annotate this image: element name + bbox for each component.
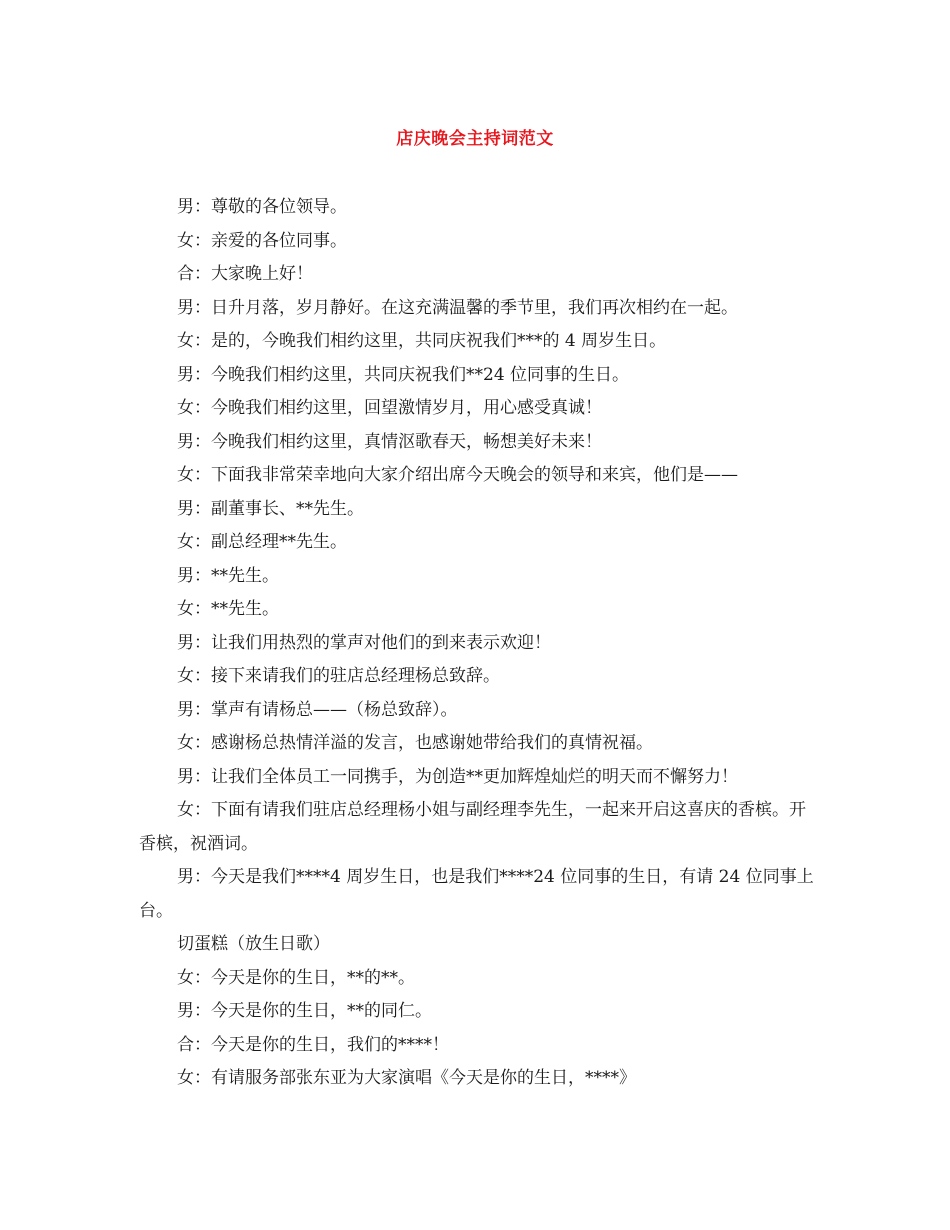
paragraph: 女：亲爱的各位同事。 <box>177 230 347 251</box>
paragraph: 女：下面有请我们驻店总经理杨小姐与副经理李先生，一起来开启这喜庆的香槟。开香槟，祝酒词。 <box>139 800 806 854</box>
paragraph: 合：大家晚上好！ <box>177 264 313 284</box>
paragraph: 男：尊敬的各位领导。 <box>177 197 347 217</box>
paragraph: 女：副总经理**先生。 <box>177 532 347 552</box>
document-body <box>139 191 815 1096</box>
paragraph: 男：副董事长、**先生。 <box>177 498 364 519</box>
paragraph: 男：让我们全体员工一同携手，为创造**更加辉煌灿烂的明天而不懈努力！ <box>177 766 738 787</box>
paragraph: 女：今天是你的生日，**的**。 <box>177 967 415 988</box>
paragraph: 女：是的，今晚我们相约这里，共同庆祝我们***的 4 周岁生日。 <box>177 331 667 351</box>
paragraph: 女：接下来请我们的驻店总经理杨总致辞。 <box>177 666 500 686</box>
paragraph: 女：感谢杨总热情洋溢的发言，也感谢她带给我们的真情祝福。 <box>177 733 653 753</box>
document-title: 店庆晚会主持词范文 <box>396 129 554 149</box>
paragraph: 女：下面我非常荣幸地向大家介绍出席今天晚会的领导和来宾，他们是—— <box>177 465 738 485</box>
paragraph: 男：今天是你的生日，**的同仁。 <box>177 1001 432 1021</box>
paragraph: 男：让我们用热烈的掌声对他们的到来表示欢迎！ <box>177 632 551 653</box>
paragraph: 男：**先生。 <box>177 565 279 586</box>
paragraph: 女：有请服务部张东亚为大家演唱《今天是你的生日，****》 <box>177 1068 636 1088</box>
paragraph: 男：今天是我们****4 周岁生日，也是我们****24 位同事的生日，有请 24 位同事上台。 <box>139 867 814 921</box>
paragraph: 切蛋糕（放生日歌） <box>177 934 330 954</box>
paragraph: 男：掌声有请杨总——（杨总致辞）。 <box>177 699 458 720</box>
paragraph: 女：今晚我们相约这里，回望激情岁月，用心感受真诚！ <box>177 398 602 418</box>
paragraph: 男：今晚我们相约这里，真情沤歌春天，畅想美好未来！ <box>177 431 602 452</box>
paragraph: 合：今天是你的生日，我们的****！ <box>177 1034 449 1055</box>
paragraph: 男：今晚我们相约这里，共同庆祝我们**24 位同事的生日。 <box>177 364 630 385</box>
paragraph: 男：日升月落，岁月静好。在这充满温馨的季节里，我们再次相约在一起。 <box>177 297 738 318</box>
paragraph: 女：**先生。 <box>177 599 279 619</box>
